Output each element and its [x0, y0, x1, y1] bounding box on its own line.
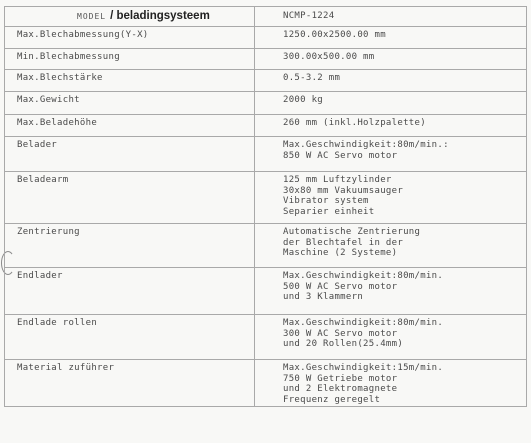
table-row: [5, 27, 527, 49]
spec-label: Max.Blechabmessung(Y-X): [17, 30, 149, 40]
spec-value-line: Vibrator system: [283, 196, 369, 206]
spec-value-cell: [255, 172, 527, 224]
spec-value-line: 260 mm (inkl.Holzpalette): [283, 118, 426, 128]
spec-label-cell: [5, 92, 255, 115]
spec-value-cell: [255, 49, 527, 70]
spec-value-line: Max.Geschwindigkeit:15m/min.: [283, 363, 444, 373]
spec-label-cell: [5, 115, 255, 137]
spec-value-line: und 3 Klammern: [283, 292, 364, 302]
spec-value-cell: [255, 315, 527, 360]
header-model-cell: [5, 7, 255, 27]
header-model-value: [255, 7, 527, 27]
table-header-row: [5, 7, 527, 27]
table-row: [5, 268, 527, 315]
table-row: [5, 315, 527, 360]
spec-value-line: 0.5-3.2 mm: [283, 73, 341, 83]
spec-label: Endlade rollen: [17, 318, 98, 328]
spec-label: Beladearm: [17, 175, 69, 185]
spec-value-cell: [255, 92, 527, 115]
spec-label: Zentrierung: [17, 227, 80, 237]
spec-value-line: 300 W AC Servo motor: [283, 328, 398, 339]
spec-label-cell: [5, 172, 255, 224]
spec-value-line: 125 mm Luftzylinder: [283, 175, 392, 185]
spec-value-cell: [255, 360, 527, 407]
spec-value-line: 750 W Getriebe motor: [283, 373, 398, 384]
spec-value-cell: [255, 224, 527, 268]
spec-value-line: 2000 kg: [283, 95, 324, 105]
spec-label: Belader: [17, 140, 58, 150]
spec-label-cell: [5, 360, 255, 407]
model-value: NCMP-1224: [283, 11, 335, 22]
spec-value-cell: [255, 27, 527, 49]
spec-table: [4, 6, 527, 407]
spec-value-line: Automatische Zentrierung: [283, 227, 421, 237]
spec-value-line: Frequenz geregelt: [283, 394, 381, 405]
spec-value-line: 30x80 mm Vakuumsauger: [283, 185, 404, 196]
spec-label-cell: [5, 137, 255, 172]
spec-value-line: 300.00x500.00 mm: [283, 52, 375, 62]
table-row: [5, 115, 527, 137]
spec-value-line: der Blechtafel in der: [283, 237, 404, 248]
table-row: [5, 172, 527, 224]
spec-value-line: 850 W AC Servo motor: [283, 150, 398, 161]
spec-table-body: [5, 7, 527, 407]
spec-value-line: Max.Geschwindigkeit:80m/min.:: [283, 140, 449, 150]
table-row: [5, 49, 527, 70]
spec-label-cell: [5, 224, 255, 268]
spec-label-cell: [5, 70, 255, 92]
table-row: [5, 137, 527, 172]
spec-value-cell: [255, 137, 527, 172]
spec-value-cell: [255, 115, 527, 137]
spec-label: Max.Gewicht: [17, 95, 80, 105]
spec-value-line: 1250.00x2500.00 mm: [283, 30, 386, 40]
spec-value-line: Max.Geschwindigkeit:80m/min.: [283, 318, 444, 328]
model-label: MODEL: [77, 11, 107, 21]
spec-value-line: Maschine (2 Systeme): [283, 248, 398, 258]
spec-value-line: und 2 Elektromagnete: [283, 384, 398, 394]
table-row: [5, 224, 527, 268]
table-row: [5, 360, 527, 407]
spec-value-cell: [255, 268, 527, 315]
spec-label-cell: [5, 49, 255, 70]
spec-value-line: 500 W AC Servo motor: [283, 281, 398, 292]
spec-label-cell: [5, 27, 255, 49]
spec-label: Min.Blechabmessung: [17, 52, 120, 62]
spec-value-cell: [255, 70, 527, 92]
spec-label-cell: [5, 315, 255, 360]
spec-label: Material zuführer: [17, 363, 115, 373]
spec-label: Endlader: [17, 271, 63, 281]
spec-value-line: Max.Geschwindigkeit:80m/min.: [283, 271, 444, 281]
spec-label: Max.Beladehöhe: [17, 118, 98, 128]
table-row: [5, 70, 527, 92]
spec-label: Max.Blechstärke: [17, 73, 103, 83]
spec-label-cell: [5, 268, 255, 315]
header-title: / beladingsysteem: [110, 9, 210, 22]
spec-value-line: und 20 Rollen(25.4mm): [283, 339, 404, 349]
table-row: [5, 92, 527, 115]
spec-value-line: Separier einheit: [283, 206, 375, 217]
